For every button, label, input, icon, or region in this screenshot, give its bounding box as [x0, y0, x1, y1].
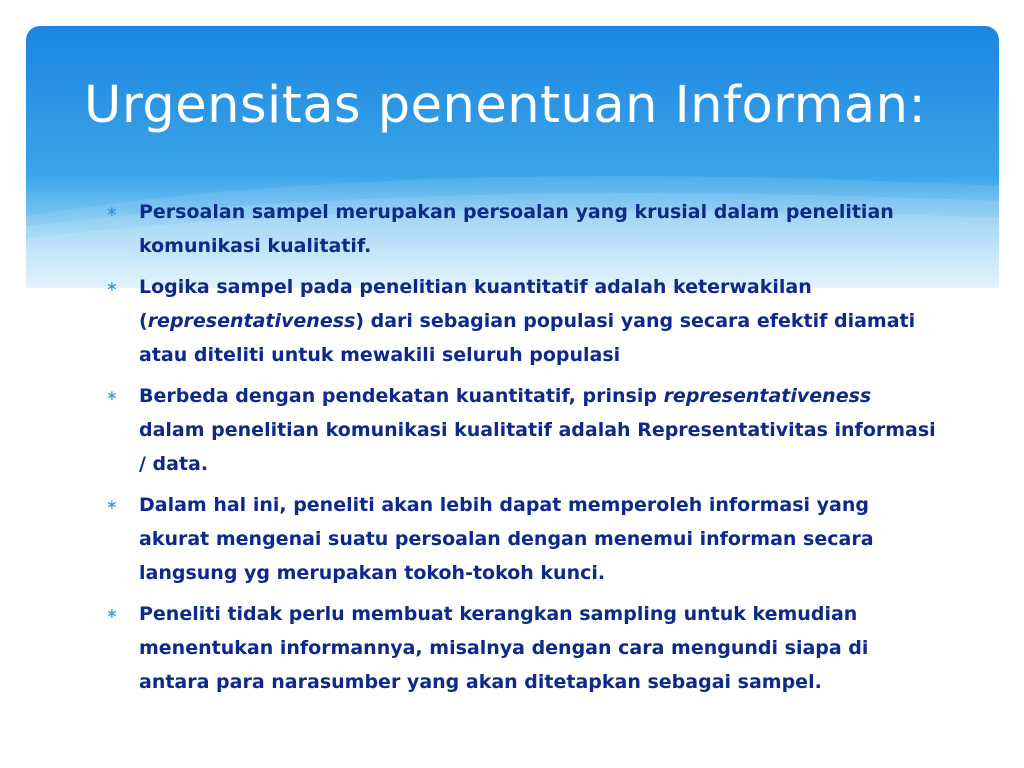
bullet-text-segment: Berbeda dengan pendekatan kuantitatif, prinsip: [139, 385, 664, 407]
bullet-text: [139, 385, 936, 475]
slide-title: Urgensitas penentuan Informan:: [84, 76, 927, 135]
asterisk-bullet-icon: ∗: [106, 606, 118, 622]
bullet-list: [106, 195, 936, 706]
bullet-item: [106, 597, 936, 699]
asterisk-bullet-icon: ∗: [106, 204, 118, 220]
bullet-text-segment: Peneliti tidak perlu membuat kerangkan sampling untuk kemudian menentukan informannya, misalnya dengan cara mengundi siapa di antara para narasumber yang akan ditetapkan sebagai sampel.: [139, 603, 869, 693]
asterisk-bullet-icon: ∗: [106, 279, 118, 295]
bullet-item: [106, 488, 936, 590]
bullet-item: [106, 195, 936, 263]
bullet-item: [106, 270, 936, 372]
bullet-text: [139, 276, 915, 366]
bullet-text: [139, 201, 894, 257]
bullet-text-segment: ) dari sebagian populasi yang secara efektif diamati atau diteliti untuk mewakili seluruh populasi: [139, 310, 916, 366]
bullet-text-segment: Dalam hal ini, peneliti akan lebih dapat memperoleh informasi yang akurat mengenai suatu persoalan dengan menemui informan secara langsung yg merupakan tokoh-tokoh kunci.: [139, 494, 874, 584]
bullet-text-italic-segment: representativeness: [663, 385, 872, 407]
asterisk-bullet-icon: ∗: [106, 497, 118, 513]
bullet-text-segment: Logika sampel pada penelitian kuantitatif adalah keterwakilan (: [139, 276, 812, 332]
bullet-text-segment: dalam penelitian komunikasi kualitatif adalah Representativitas informasi / data.: [139, 419, 936, 475]
bullet-text: [139, 603, 868, 693]
bullet-text: [139, 494, 874, 584]
bullet-item: [106, 379, 936, 481]
bullet-text-italic-segment: representativeness: [147, 310, 356, 332]
bullet-text-segment: Persoalan sampel merupakan persoalan yang krusial dalam penelitian komunikasi kualitatif.: [139, 201, 894, 257]
asterisk-bullet-icon: ∗: [106, 388, 118, 404]
